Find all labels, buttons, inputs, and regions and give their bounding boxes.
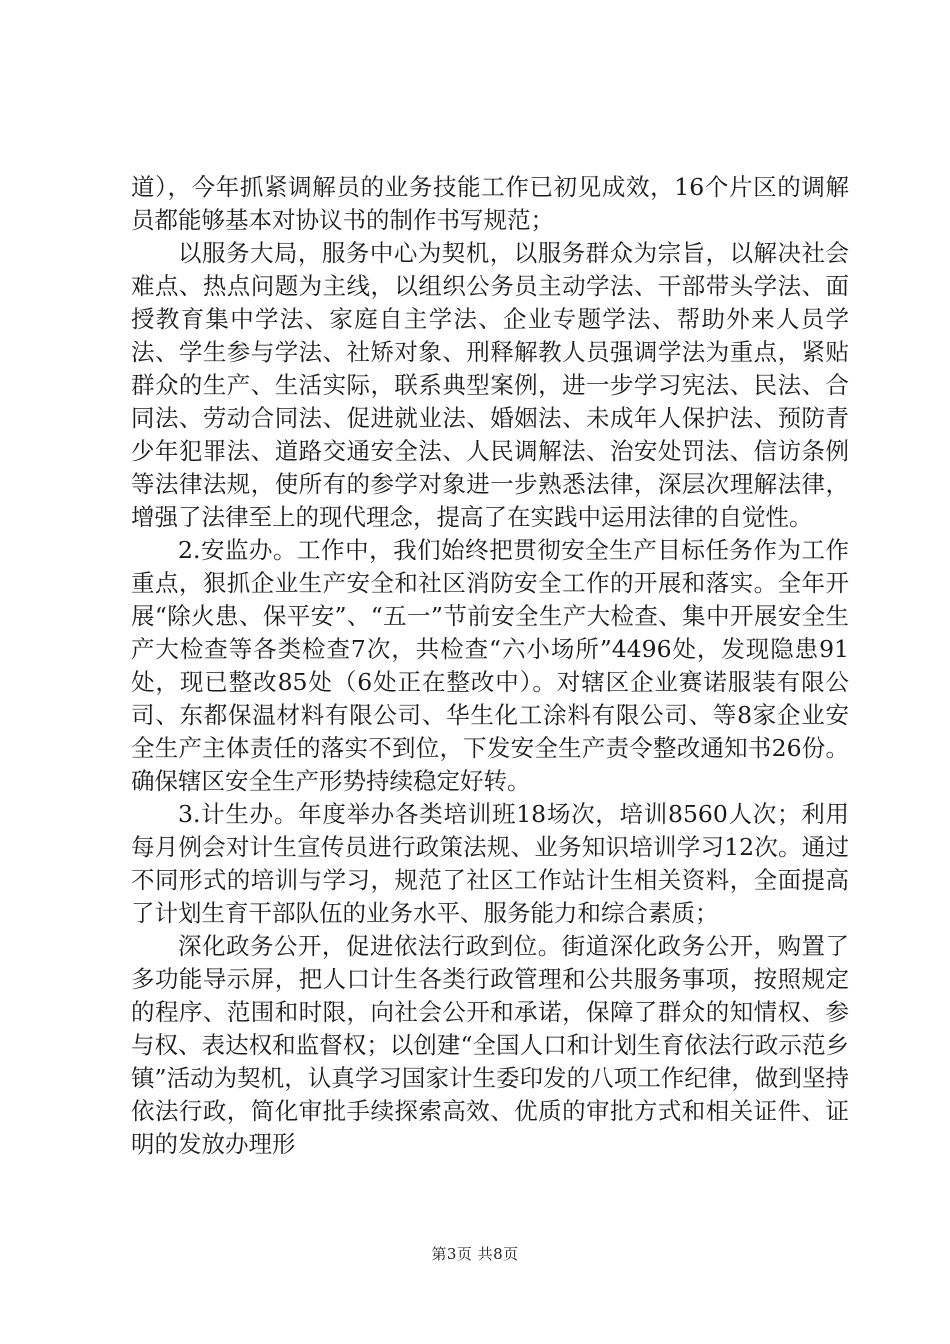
paragraph-4: 3.计生办。年度举办各类培训班18场次，培训8560人次；利用每月例会对计生宣传员进行政策法规、业务知识培训学习12次。通过不同形式的培训与学习，规范了社区工作站计生相关资料，全面提高了计划生育干部队伍的业务水平、服务能力和综合素质； xyxy=(131,800,849,927)
page-number-footer: 第3页 共8页 xyxy=(431,1245,519,1263)
paragraph-3: 2.安监办。工作中，我们始终把贯彻安全生产目标任务作为工作重点，狠抓企业生产安全和社区消防安全工作的开展和落实。全年开展“除火患、保平安”、“五一”节前安全生产大检查、集中开展安全生产大检查等各类检查7次，共检查“六小场所”4496处，发现隐患91处，现已整改85处（6处正在整改中）。对辖区企业赛诺服装有限公司、东都保温材料有限公司、华生化工涂料有限公司、等8家企业安全生产主体责任的落实不到位，下发安全生产责令整改通知书26份。确保辖区安全生产形势持续稳定好转。 xyxy=(131,536,849,795)
document-body xyxy=(131,171,849,1161)
paragraph-2: 以服务大局，服务中心为契机，以服务群众为宗旨，以解决社会难点、热点问题为主线，以组织公务员主动学法、干部带头学法、面授教育集中学法、家庭自主学法、企业专题学法、帮助外来人员学法、学生参与学法、社矫对象、刑释解教人员强调学法为重点，紧贴群众的生产、生活实际，联系典型案例，进一步学习宪法、民法、合同法、劳动合同法、促进就业法、婚姻法、未成年人保护法、预防青少年犯罪法、道路交通安全法、人民调解法、治安处罚法、信访条例等法律法规，使所有的参学对象进一步熟悉法律，深层次理解法律，增强了法律至上的现代理念，提高了在实践中运用法律的自觉性。 xyxy=(131,239,849,531)
paragraph-5: 深化政务公开，促进依法行政到位。街道深化政务公开，购置了多功能导示屏，把人口计生各类行政管理和公共服务事项，按照规定的程序、范围和时限，向社会公开和承诺，保障了群众的知情权、参与权、表达权和监督权；以创建“全国人口和计划生育依法行政示范乡镇”活动为契机，认真学习国家计生委印发的八项工作纪律，做到坚持依法行政，简化审批手续探索高效、优质的审批方式和相关证件、证明的发放办理形 xyxy=(131,932,849,1158)
paragraph-1: 道），今年抓紧调解员的业务技能工作已初见成效，16个片区的调解员都能够基本对协议书的制作书写规范； xyxy=(131,173,849,234)
